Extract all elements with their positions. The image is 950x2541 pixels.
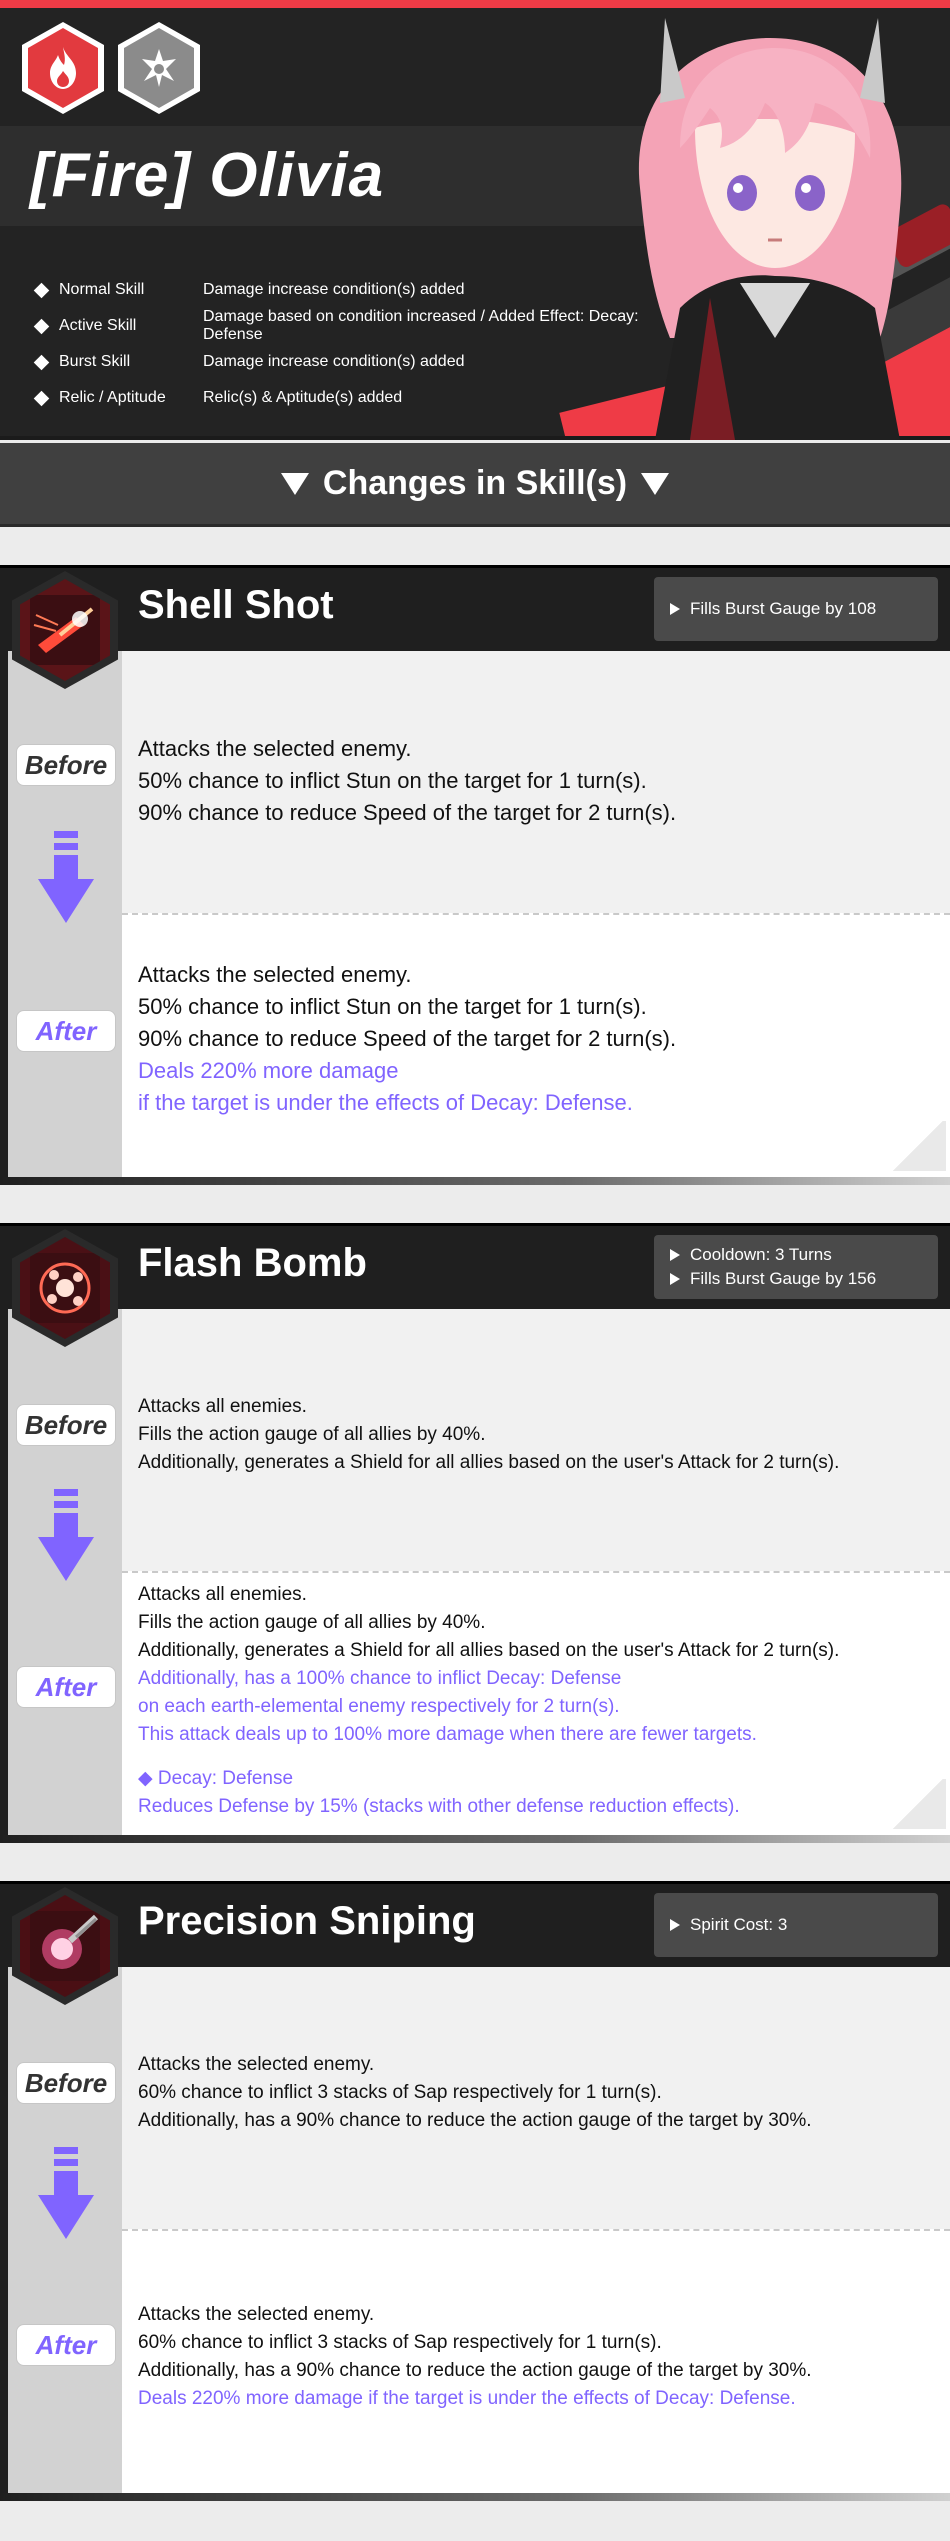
summary-row-normal-skill: Normal Skill Damage increase condition(s) added [36, 272, 656, 308]
triangle-right-icon [670, 1919, 680, 1931]
skill-name: Shell Shot [138, 583, 334, 627]
skill-name: Precision Sniping [138, 1899, 476, 1943]
triangle-down-icon [641, 473, 669, 495]
before-panel: Attacks the selected enemy. 60% chance to inflict 3 stacks of Sap respectively for 1 turn(s). Additionally, has a 90% chance to reduce the action gauge of the target by 30%. [122, 1967, 950, 2229]
after-tag: After [16, 2324, 116, 2366]
skill-header [0, 1881, 950, 1967]
after-panel: Attacks the selected enemy. 60% chance to inflict 3 stacks of Sap respectively for 1 turn(s). Additionally, has a 90% chance to reduce the action gauge of the target by 30%. Deals 220% more damage if the target is under the effects of Decay: Defense. [122, 2231, 950, 2493]
triangle-right-icon [670, 1273, 680, 1285]
decay-defense-note-title: ◆ Decay: Defense [138, 1768, 294, 1789]
diamond-bullet-icon [34, 390, 50, 406]
arrow-down-icon [38, 831, 94, 931]
character-portrait [560, 8, 950, 440]
after-panel: Attacks all enemies. Fills the action gauge of all allies by 40%. Additionally, generates a Shield for all allies based on the user's Attack for 2 turn(s). Additionally, has a 100% chance to inflict Decay: Defense on each earth-elemental enemy respectively for 2 turn(s). This attack deals up to 100% more damage when there are fewer targets. ◆ Decay: Defense Reduces Defense by 15% (stacks with other defense reduction effects). [122, 1573, 950, 1835]
character-title: [Fire] Olivia [30, 141, 385, 210]
skill-name: Flash Bomb [138, 1241, 367, 1285]
changes-section-header: Changes in Skill(s) [0, 443, 950, 527]
skill-meta-box: Spirit Cost: 3 [654, 1893, 938, 1957]
before-tag: Before [16, 744, 116, 786]
summary-row-burst-skill: Burst Skill Damage increase condition(s) added [36, 344, 656, 380]
triangle-down-icon [281, 473, 309, 495]
summary-row-active-skill: Active Skill Damage based on condition increased / Added Effect: Decay: Defense [36, 308, 656, 344]
after-tag: After [16, 1666, 116, 1708]
summary-row-relic-aptitude: Relic / Aptitude Relic(s) & Aptitude(s) added [36, 380, 656, 416]
before-panel: Attacks the selected enemy. 50% chance to inflict Stun on the target for 1 turn(s). 90% chance to reduce Speed of the target for 2 turn(s). [122, 651, 950, 913]
before-tag: Before [16, 2062, 116, 2104]
before-tag: Before [16, 1404, 116, 1446]
before-panel: Attacks all enemies. Fills the action gauge of all allies by 40%. Additionally, generates a Shield for all allies based on the user's Attack for 2 turn(s). [122, 1309, 950, 1571]
skill-header [0, 565, 950, 651]
skill-header [0, 1223, 950, 1309]
skill-card-flash-bomb [0, 1223, 950, 1843]
triangle-right-icon [670, 603, 680, 615]
after-panel: Attacks the selected enemy. 50% chance to inflict Stun on the target for 1 turn(s). 90% chance to reduce Speed of the target for 2 turn(s). Deals 220% more damage if the target is under the effects of Decay: Defense. [122, 915, 950, 1177]
skill-meta-box: Fills Burst Gauge by 108 [654, 577, 938, 641]
top-accent-strip [0, 0, 950, 8]
triangle-right-icon [670, 1249, 680, 1261]
skill-card-shell-shot [0, 565, 950, 1185]
after-tag: After [16, 1010, 116, 1052]
arrow-down-icon [38, 2147, 94, 2247]
skill-meta-box: Cooldown: 3 Turns Fills Burst Gauge by 156 [654, 1235, 938, 1299]
diamond-bullet-icon [34, 354, 50, 370]
skill-card-precision-sniping [0, 1881, 950, 2501]
arrow-down-icon [38, 1489, 94, 1589]
diamond-bullet-icon [34, 318, 50, 334]
decay-defense-note-text: Reduces Defense by 15% (stacks with other defense reduction effects). [138, 1796, 740, 1817]
diamond-bullet-icon [34, 282, 50, 298]
